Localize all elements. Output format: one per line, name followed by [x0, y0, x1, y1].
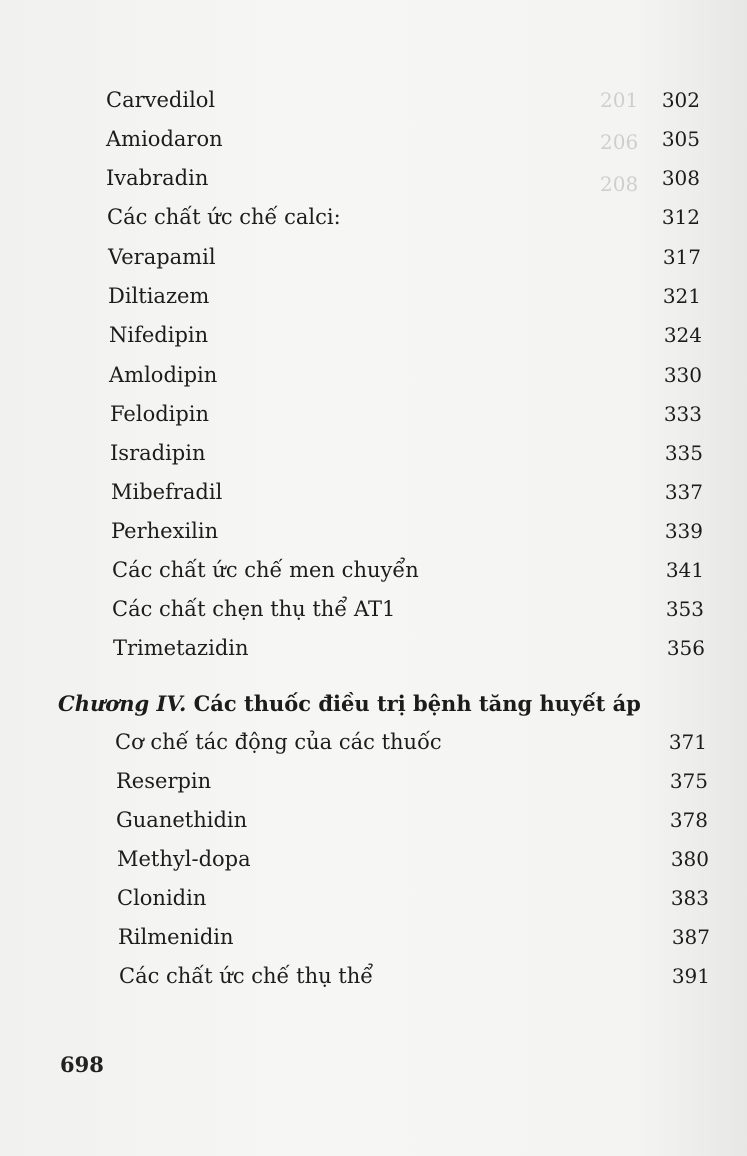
- toc-entry-title: Methyl-dopa: [117, 847, 251, 871]
- toc-entry: [0, 919, 747, 955]
- toc-entry-title: Diltiazem: [108, 284, 210, 308]
- toc-entry-title: Carvedilol: [106, 88, 216, 112]
- toc-entry: [0, 630, 747, 666]
- toc-entry-title: Verapamil: [108, 245, 216, 269]
- toc-entry: [0, 880, 747, 916]
- toc-entry-title: Guanethidin: [116, 808, 248, 832]
- toc-entry-page: 324: [663, 323, 702, 347]
- toc-entry-page: 321: [662, 284, 701, 308]
- toc-entry-title: Amlodipin: [109, 363, 218, 387]
- toc-entry-page: 335: [664, 441, 703, 465]
- toc-entry-page: 391: [671, 964, 710, 988]
- toc-entry-title: Nifedipin: [109, 323, 209, 347]
- toc-entry: [0, 513, 747, 549]
- toc-entry: [0, 763, 747, 799]
- toc-entry-title: Ivabradin: [106, 166, 209, 190]
- toc-entry-title: Các chất ức chế men chuyển: [112, 558, 419, 582]
- toc-entry-page: 375: [669, 769, 708, 793]
- toc-entry: [0, 474, 747, 510]
- toc-entry-title: Perhexilin: [111, 519, 219, 543]
- toc-entry: [0, 396, 747, 432]
- toc-entry: [0, 357, 747, 393]
- toc-entry-page: 353: [665, 597, 704, 621]
- toc-entry-page: 387: [671, 925, 710, 949]
- toc-entry-title: Các chất ức chế calci:: [107, 205, 341, 229]
- toc-entry: [0, 239, 747, 275]
- chapter-title: Các thuốc điều trị bệnh tăng huyết áp: [186, 691, 641, 716]
- page-number: 698: [60, 1052, 104, 1077]
- toc-entry: [0, 121, 747, 157]
- toc-entry-title: Cơ chế tác động của các thuốc: [115, 730, 442, 754]
- toc-entry-page: 378: [669, 808, 708, 832]
- toc-entry-page: 371: [668, 730, 707, 754]
- toc-entry: [0, 552, 747, 588]
- toc-entry: [0, 160, 747, 196]
- toc-entry-page: 337: [664, 480, 703, 504]
- toc-entry: [0, 958, 747, 994]
- toc-entry: [0, 591, 747, 627]
- toc-entry-title: Reserpin: [116, 769, 212, 793]
- toc-entry-title: Các chất chẹn thụ thể AT1: [112, 597, 396, 621]
- toc-entry-page: 302: [661, 88, 700, 112]
- toc-entry-page: 383: [670, 886, 709, 910]
- toc-entry: [0, 317, 747, 353]
- toc-entry-page: 341: [665, 558, 704, 582]
- toc-entry: [0, 82, 747, 118]
- toc-entry-title: Felodipin: [110, 402, 210, 426]
- toc-entry: [0, 199, 747, 235]
- toc-entry-page: 312: [661, 205, 700, 229]
- toc-entry-page: 333: [663, 402, 702, 426]
- toc-entry-page: 330: [663, 363, 702, 387]
- toc-entry-title: Trimetazidin: [113, 636, 249, 660]
- toc-entry: [0, 802, 747, 838]
- toc-entry-title: Các chất ức chế thụ thể: [119, 964, 374, 988]
- chapter-heading: [58, 686, 641, 722]
- toc-entry-title: Mibefradil: [111, 480, 223, 504]
- toc-entry-title: Isradipin: [110, 441, 206, 465]
- toc-entry: [0, 724, 747, 760]
- toc-entry-page: 356: [666, 636, 705, 660]
- show-through-text: 201: [600, 88, 639, 112]
- toc-entry-page: 308: [661, 166, 700, 190]
- toc-entry-page: 305: [661, 127, 700, 151]
- chapter-label: Chương IV.: [58, 691, 187, 716]
- show-through-text: 206: [600, 130, 639, 154]
- toc-entry: [0, 841, 747, 877]
- toc-entry-title: Rilmenidin: [118, 925, 234, 949]
- toc-entry-title: Amiodaron: [106, 127, 223, 151]
- toc-entry: [0, 278, 747, 314]
- toc-entry-page: 317: [662, 245, 701, 269]
- show-through-text: 208: [600, 172, 639, 196]
- toc-entry: [0, 435, 747, 471]
- toc-entry-page: 339: [664, 519, 703, 543]
- toc-entry-title: Clonidin: [117, 886, 207, 910]
- toc-entry-page: 380: [670, 847, 709, 871]
